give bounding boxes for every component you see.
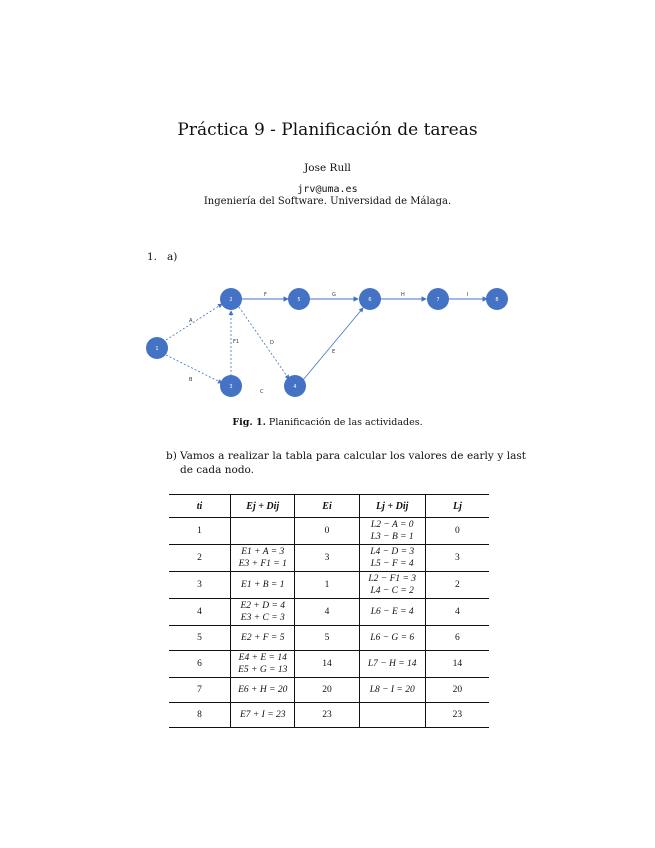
cell-lj-dij: [359, 626, 425, 651]
author-affiliation: Ingeniería del Software. Universidad de Málaga.: [203, 196, 452, 207]
cell-line: L4 − C = 2: [370, 586, 414, 596]
cell-lj-dij: [359, 599, 425, 626]
edge-label-C: C: [260, 389, 264, 395]
author-email: jrv@uma.es: [297, 184, 358, 195]
cell-ej-dij: [231, 703, 295, 728]
node-label-1: 1: [155, 346, 159, 352]
cell-ti: 6: [169, 651, 231, 678]
cell-line: L6 − G = 6: [370, 633, 415, 643]
cell-lj-dij: [359, 545, 425, 572]
figure-caption: [0, 417, 655, 428]
node-label-7: 7: [436, 297, 440, 303]
table-row: [169, 518, 489, 545]
edge-label-E: E: [332, 349, 336, 355]
table-row: [169, 545, 489, 572]
cell-lj-dij: [359, 678, 425, 703]
cell-lj: 6: [425, 626, 489, 651]
figure-caption-label: Fig. 1.: [232, 417, 266, 428]
node-label-3: 3: [229, 384, 233, 390]
edge-D: [239, 307, 289, 379]
figure-caption-text: Planificación de las actividades.: [268, 417, 423, 428]
cell-ti: 5: [169, 626, 231, 651]
cell-lj: 3: [425, 545, 489, 572]
cell-ej-dij: [231, 518, 295, 545]
cell-lj: 4: [425, 599, 489, 626]
paper-title: Práctica 9 - Planificación de tareas: [177, 120, 478, 140]
cell-ti: 2: [169, 545, 231, 572]
cell-lj: 14: [425, 651, 489, 678]
edge-label-A: A: [189, 318, 193, 324]
header-ei: Ei: [295, 495, 359, 518]
early-last-table: [169, 494, 489, 728]
edge-label-H: H: [401, 292, 405, 298]
cell-ti: 7: [169, 678, 231, 703]
cell-line: E1 + B = 1: [241, 580, 285, 590]
header-ti: ti: [169, 495, 231, 518]
cell-ei: 1: [295, 572, 359, 599]
table-row: [169, 678, 489, 703]
cell-ej-dij: [231, 572, 295, 599]
edge-E: [303, 308, 363, 380]
cell-line: L3 − B = 1: [370, 532, 414, 542]
edge-label-I: I: [467, 292, 469, 298]
cell-line: E1 + A = 3: [241, 547, 285, 557]
cell-lj: 0: [425, 518, 489, 545]
node-label-5: 5: [297, 297, 301, 303]
cell-ej-dij: [231, 545, 295, 572]
edge-A: [166, 304, 222, 340]
cell-line: E2 + D = 4: [240, 601, 285, 611]
edge-B: [166, 355, 222, 383]
item-a-label: [147, 251, 177, 263]
cell-line: E6 + H = 20: [238, 685, 288, 695]
node-label-8: 8: [495, 297, 499, 303]
table-row: [169, 572, 489, 599]
header-lj-dij: Lj + Dij: [359, 495, 425, 518]
cell-ei: 3: [295, 545, 359, 572]
cell-lj-dij: [359, 703, 425, 728]
item-b-text: Vamos a realizar la tabla para calcular los valores de early y last de cada nodo.: [180, 450, 526, 476]
table-row: [169, 703, 489, 728]
cell-lj: 23: [425, 703, 489, 728]
table-header-row: [169, 495, 489, 518]
node-label-6: 6: [368, 297, 372, 303]
cell-ei: 4: [295, 599, 359, 626]
cell-line: E4 + E = 14: [238, 653, 287, 663]
edge-label-D: D: [270, 340, 274, 346]
table-row: [169, 651, 489, 678]
cell-line: L8 − I = 20: [369, 685, 415, 695]
header-lj: Lj: [425, 495, 489, 518]
cell-line: L2 − F1 = 3: [368, 574, 417, 584]
cell-line: L6 − E = 4: [370, 607, 414, 617]
cell-ej-dij: [231, 651, 295, 678]
cell-ti: 4: [169, 599, 231, 626]
cell-lj: 20: [425, 678, 489, 703]
cell-ti: 1: [169, 518, 231, 545]
table-row: [169, 599, 489, 626]
edge-label-B: B: [189, 377, 193, 383]
cell-lj: 2: [425, 572, 489, 599]
cell-line: L4 − D = 3: [370, 547, 415, 557]
cell-line: E2 + F = 5: [241, 633, 285, 643]
cell-ti: 8: [169, 703, 231, 728]
table-row: [169, 626, 489, 651]
edge-label-G: G: [332, 292, 336, 298]
item-b-paragraph: [166, 449, 526, 477]
cell-line: L7 − H = 14: [367, 659, 417, 669]
section-number: 1.: [147, 251, 158, 263]
cell-line: E7 + I = 23: [239, 710, 286, 720]
cell-ej-dij: [231, 678, 295, 703]
cell-line: E5 + G = 13: [238, 665, 288, 675]
cell-lj-dij: [359, 518, 425, 545]
cell-ei: 0: [295, 518, 359, 545]
cell-ei: 23: [295, 703, 359, 728]
cell-ej-dij: [231, 626, 295, 651]
item-a-marker: a): [167, 251, 178, 263]
edge-label-F1: F1: [233, 339, 240, 345]
cell-lj-dij: [359, 572, 425, 599]
cell-line: L5 − F = 4: [370, 559, 414, 569]
node-label-2: 2: [229, 297, 233, 303]
cell-ti: 3: [169, 572, 231, 599]
cell-ei: 14: [295, 651, 359, 678]
cell-line: E3 + F1 = 1: [238, 559, 287, 569]
cell-ei: 20: [295, 678, 359, 703]
cell-ej-dij: [231, 599, 295, 626]
cell-line: L2 − A = 0: [370, 520, 414, 530]
activity-network-diagram: [135, 278, 520, 413]
node-label-4: 4: [293, 384, 297, 390]
item-b-marker: b): [166, 450, 177, 462]
header-ej-dij: Ej + Dij: [231, 495, 295, 518]
author-name: Jose Rull: [304, 162, 351, 174]
cell-line: E3 + C = 3: [240, 613, 285, 623]
edge-label-F: F: [264, 292, 267, 298]
cell-ei: 5: [295, 626, 359, 651]
cell-lj-dij: [359, 651, 425, 678]
